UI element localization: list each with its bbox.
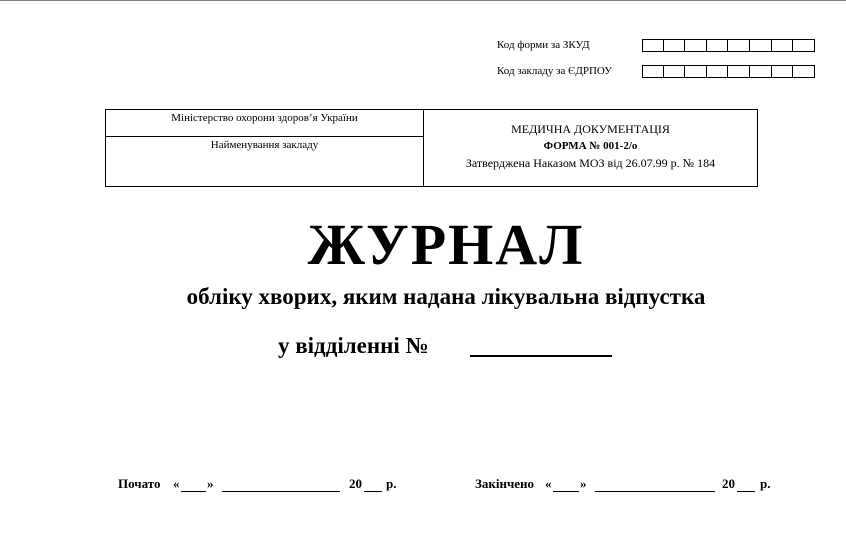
start-year-field[interactable] [364, 491, 382, 492]
code-cell[interactable] [750, 65, 772, 78]
code-cell[interactable] [664, 65, 686, 78]
code-cell[interactable] [642, 65, 664, 78]
journal-subtitle: обліку хворих, яким надана лікувальна відпустка [186, 284, 706, 309]
code-cell[interactable] [728, 65, 750, 78]
zkud-code-cells[interactable] [642, 39, 815, 52]
start-date-label: Почато [118, 476, 161, 491]
open-quote: « [545, 476, 552, 491]
header-box [105, 109, 758, 187]
code-cell[interactable] [707, 65, 729, 78]
code-cell[interactable] [750, 39, 772, 52]
top-border-line [0, 0, 846, 1]
year-suffix: р. [386, 476, 397, 491]
code-cell[interactable] [728, 39, 750, 52]
code-cell[interactable] [664, 39, 686, 52]
end-day-field[interactable] [553, 491, 579, 492]
code-cell[interactable] [642, 39, 664, 52]
code-cell[interactable] [685, 39, 707, 52]
edrpou-code-label: Код закладу за ЄДРПОУ [497, 65, 613, 77]
institution-label: Найменування закладу [210, 139, 319, 151]
zkud-code-label: Код форми за ЗКУД [497, 39, 590, 51]
edrpou-code-cells[interactable] [642, 65, 815, 78]
end-date [475, 476, 795, 496]
ministry-cell [106, 110, 423, 137]
close-quote: » [580, 476, 587, 491]
code-cell[interactable] [685, 65, 707, 78]
ministry-name: Міністерство охорони здоров’я України [171, 112, 358, 124]
year-prefix: 20 [722, 476, 735, 491]
doc-type: МЕДИЧНА ДОКУМЕНТАЦІЯ [511, 122, 670, 136]
form-info-panel [424, 110, 757, 186]
code-cell[interactable] [793, 65, 815, 78]
start-month-field[interactable] [222, 491, 340, 492]
start-day-field[interactable] [181, 491, 206, 492]
end-date-label: Закінчено [475, 476, 535, 491]
form-number: ФОРМА № 001-2/о [543, 140, 638, 152]
code-cell[interactable] [772, 65, 794, 78]
year-suffix: р. [760, 476, 771, 491]
code-cell[interactable] [707, 39, 729, 52]
close-quote: » [207, 476, 214, 491]
code-cell[interactable] [793, 39, 815, 52]
end-month-field[interactable] [595, 491, 715, 492]
department-label: у відділенні № [278, 333, 429, 358]
institution-panel [106, 110, 424, 186]
department-number-field[interactable] [470, 355, 612, 357]
journal-title: ЖУРНАЛ [307, 212, 585, 277]
year-prefix: 20 [349, 476, 362, 491]
code-cell[interactable] [772, 39, 794, 52]
end-year-field[interactable] [737, 491, 755, 492]
approval-text: Затверджена Наказом МОЗ від 26.07.99 р. № 184 [465, 156, 716, 170]
start-date [118, 476, 418, 496]
open-quote: « [173, 476, 180, 491]
